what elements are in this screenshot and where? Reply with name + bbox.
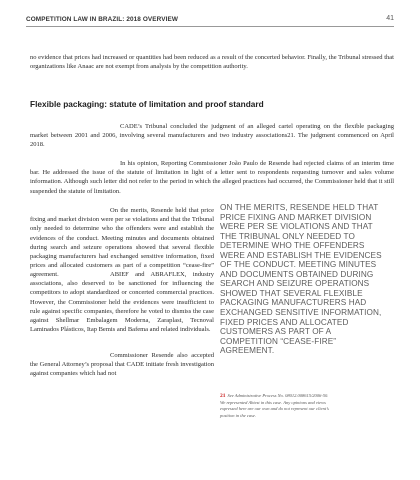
page-header — [26, 14, 394, 32]
footnote-mark: 21 — [220, 393, 226, 399]
footnote-text: See Administrative Process No. 08012.008615/2006-50. We represented Abiest in this case. Any opinions and views expressed here are our own and do not represent our client’s position in the case. — [220, 393, 329, 418]
column-paragraph: Commissioner Resende also accepted the General Attorney’s proposal that CADE initiate fresh investigation against companies which had not — [30, 352, 214, 378]
column-paragraph: ABIEF and ABRAFLEX, industry associations, also deserved to be sanctioned for influencing the competitors to adopt standardized or concerted commercial practices. However, the Commissioner held the evidences were insufficient to rule against specific companies, therefore he voted to dismiss the case against Shellmar Embalagem Moderna, Zaraplast, Tecnoval Laminados Plásticos, Itap Bemis and Bafema and related individuals. — [30, 271, 214, 334]
running-title: COMPETITION LAW IN BRAZIL: 2018 OVERVIEW — [26, 16, 178, 23]
body-paragraph: CADE’s Tribunal concluded the judgment of an alleged cartel operating on the flexible packaging market between 2001 and 2006, involving several manufacturers and two industry associations21. The judgment commenced on April 2018. — [30, 123, 394, 149]
header-rule — [26, 26, 394, 27]
page-number: 41 — [386, 15, 394, 22]
footnote — [220, 393, 332, 419]
column-paragraph: On the merits, Resende held that price fixing and market division were per se violations and that the Tribunal only needed to determine who the offenders were and establish the evidences of the conduct. Meeting minutes and documents obtained during search and seizure operations showed that several flexible packaging manufacturers had exchanged sensitive information, fixed prices and allocated customers as part of a competition “cease-fire” agreement. — [30, 207, 214, 279]
pull-quote: ON THE MERITS, RESENDE HELD THAT PRICE FIXING AND MARKET DIVISION WERE PER SE VIOLATIONS AND THAT THE TRIBUNAL ONLY NEEDED TO DETERMINE WHO THE OFFENDERS WERE AND ESTABLISH THE EVIDENCES OF THE CONDUCT. MEETING MINUTES AND DOCUMENTS OBTAINED DURING SEARCH AND SEIZURE OPERATIONS SHOWED THAT SEVERAL FLEXIBLE PACKAGING MANUFACTURERS HAD EXCHANGED SENSITIVE INFORMATION, FIXED PRICES AND ALLOCATED CUSTOMERS AS PART OF A COMPETITION “CEASE-FIRE” AGREEMENT. — [220, 203, 382, 356]
intro-paragraph: no evidence that prices had increased or quantities had been reduced as a result of the concerted behavior. Finally, the Tribunal stressed that organizations like Anaac are not exempt from analysis by the competition authority. — [30, 54, 394, 71]
body-paragraph: In his opinion, Reporting Commissioner João Paulo de Resende had rejected claims of an interim time bar. He addressed the issue of the statute of limitation in light of a letter sent to respondents requesting turnover and sales volume information. Although such letter did not refer to the period in which the alleged practices had occurred, the Commissioner held that it still suspended the statute of limitation. — [30, 160, 394, 195]
section-heading: Flexible packaging: statute of limitation and proof standard — [30, 99, 264, 109]
